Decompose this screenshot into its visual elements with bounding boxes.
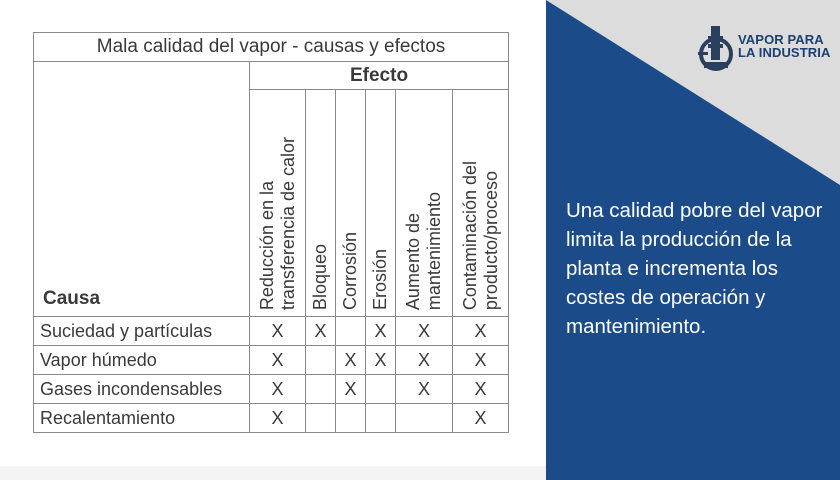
effect-mark [306,404,336,433]
effect-mark: X [453,375,509,404]
effect-mark: X [396,375,453,404]
effect-mark [366,404,396,433]
cause-label: Suciedad y partículas [34,317,250,346]
effect-mark: X [250,317,306,346]
effect-mark: X [396,346,453,375]
table-body [34,317,509,433]
effect-label: Erosión [370,248,390,310]
effect-mark [366,375,396,404]
cause-label: Gases incondensables [34,375,250,404]
right-panel [546,0,840,480]
table-row [34,375,509,404]
effect-header-cell [336,90,366,317]
effect-mark [396,404,453,433]
effect-label: Reducción en la transferencia de calor [256,136,298,310]
table-row [34,317,509,346]
effect-mark: X [453,404,509,433]
effect-mark [336,317,366,346]
effect-mark: X [453,346,509,375]
effect-mark: X [336,375,366,404]
effect-mark: X [250,346,306,375]
effect-mark [306,346,336,375]
cause-header: Causa [34,62,250,317]
effect-mark: X [250,375,306,404]
effect-header-cell [366,90,396,317]
summary-message: Una calidad pobre del vapor limita la producción de la planta e incrementa los costes de operación y mantenimiento. [566,199,823,338]
effect-header-cell [306,90,336,317]
effect-label: Aumento de mantenimiento [403,191,444,310]
cause-label: Vapor húmedo [34,346,250,375]
cause-label: Recalentamiento [34,404,250,433]
effect-mark: X [250,404,306,433]
effect-label: Contaminación del producto/proceso [459,160,501,310]
effect-header-cell [453,90,509,317]
effect-mark: X [336,346,366,375]
logo [694,22,840,76]
effect-mark: X [453,317,509,346]
effect-mark: X [306,317,336,346]
effect-mark: X [366,346,396,375]
effect-header: Efecto [250,62,509,90]
table-title: Mala calidad del vapor - causas y efectos [34,33,509,62]
effect-mark: X [366,317,396,346]
logo-wordmark [738,33,840,59]
table-row [34,346,509,375]
logo-icon [694,22,740,76]
logo-line-1: VAPOR PARA [738,32,824,47]
effect-label: Bloqueo [310,243,330,310]
effect-mark: X [396,317,453,346]
effect-label: Corrosión [340,231,360,310]
logo-line-2: LA INDUSTRIA [738,45,831,60]
cause-effect-table [33,32,509,433]
effect-mark [336,404,366,433]
effect-header-cell [250,90,306,317]
table-row [34,404,509,433]
bottom-band [0,466,546,480]
effect-header-cell [396,90,453,317]
effect-mark [306,375,336,404]
